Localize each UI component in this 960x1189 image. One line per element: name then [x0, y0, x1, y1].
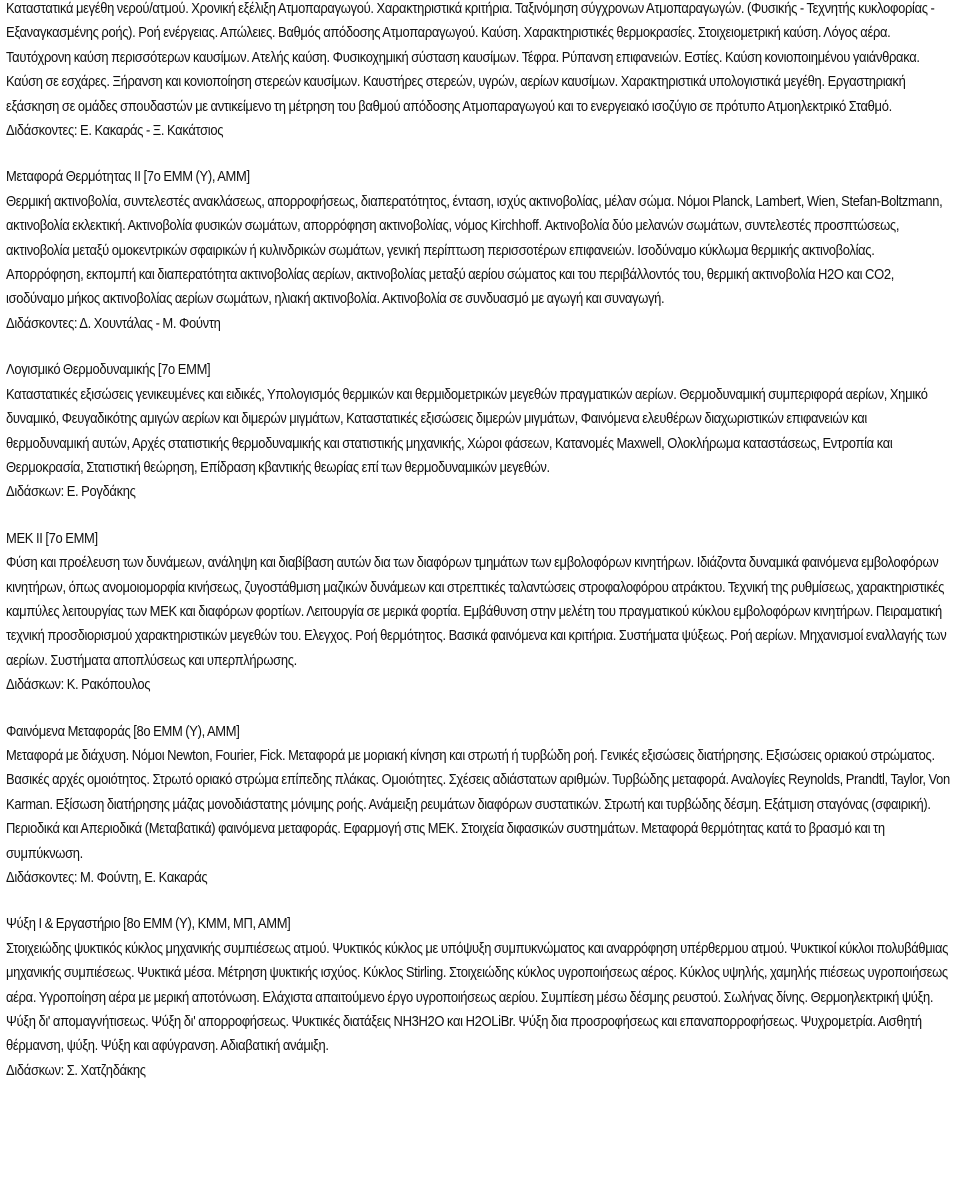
course-heat-transfer-ii — [6, 165, 951, 336]
course-description: Στοιχειώδης ψυκτικός κύκλος μηχανικής συμπιέσεως ατμού. Ψυκτικός κύκλος με υπόψυξη συμπυκνώματος και αναρρόφηση υπέρθερμου ατμού. Ψυκτικοί κύκλοι πολυβάθμιας μηχανικής συμπιέσεως. Ψυκτικά μέσα. Μέτρηση ψυκτικής ισχύος. Κύκλος Stirling. Στοιχειώδης κύκλος υγροποιήσεως αέρος. Κύκλος υψηλής, χαμηλής πιέσεως υγροποιήσεως αέρα. Υγροποίηση αέρα με μερική αποτόνωση. Ελάχιστα απαιτούμενο έργο υγροποιήσεως αερίου. Συμπίεση μέσω δέσμης ρευστού. Σωλήνας δίνης. Θερμοηλεκτρική ψύξη. Ψύξη δι' απομαγνήτισεως. Ψύξη δι' απορροφήσεως. Ψυκτικές διατάξεις ΝΗ3Η2Ο και Η2ΟLiBr. Ψύξη δια προσροφήσεως και επαναπορροφήσεως. Ψυχρομετρία. Αισθητή θέρμανση, ψύξη. Ψύξη και αφύγρανση. Αδιαβατική ανάμιξη. — [6, 940, 949, 1055]
course-mek-ii — [6, 527, 951, 698]
course-description: Θερμική ακτινοβολία, συντελεστές ανακλάσεως, απορροφήσεως, διαπερατότητος, ένταση, ισχύς ακτινοβολίας, μέλαν σώμα. Νόμοι Planck, Lambert, Wien, Stefan-Boltzmann, ακτινοβολία εκλεκτική. Ακτινοβολία φυσικών σωμάτων, απορρόφηση ακτινοβολίας, νόμος Kirchhoff. Ακτινοβολία δύο μελανών σωμάτων, συντελεστές προσπτώσεως, ακτινοβολία μεταξύ ομοκεντρικών σφαιρικών ή κυλινδρικών σωμάτων, γενική περίπτωση περισσοτέρων επιφανειών. Ισοδύναμο κύκλωμα θερμικής ακτινοβολίας. Απορρόφηση, εκπομπή και διαπερατότητα ακτινοβολίας αερίων, ακτινοβολίας μεταξύ αερίου σώματος και του περιβάλλοντός του, θερμική ακτινοβολία Η2Ο και CO2, ισοδύναμο μήκος ακτινοβολίας αερίων σωμάτων, ηλιακή ακτινοβολία. Ακτινοβολία σε συνδυασμό με αγωγή και συναγωγή. — [6, 193, 943, 308]
intro-section — [6, 0, 951, 143]
course-description: Μεταφορά με διάχυση. Νόμοι Newton, Fourier, Fick. Μεταφορά με μοριακή κίνηση και στρωτή ή τυρβώδη ροή. Γενικές εξισώσεις διατήρησης. Εξισώσεις οριακού στρώματος. Βασικές αρχές ομοιότητος. Στρωτό οριακό στρώμα επίπεδης πλάκας. Ομοιότητες. Σχέσεις αδιάστατων αριθμών. Τυρβώδης μεταφορά. Αναλογίες Reynolds, Prandtl, Taylor, Von Karman. Εξίσωση διατήρησης μάζας μονοδιάστατης μόνιμης ροής. Ανάμειξη ρευμάτων διαφόρων συστατικών. Στρωτή και τυρβώδης δέσμη. Εξάτμιση σταγόνας (σφαιρική). Περιοδικά και Απεριοδικά (Μεταβατικά) φαινόμενα μεταφοράς. Εφαρμογή στις ΜΕΚ. Στοιχεία διφασικών συστημάτων. Μεταφορά θερμότητας κατά το βρασμό και τη συμπύκνωση. — [6, 747, 950, 862]
course-lecturer: Διδάσκοντες: Μ. Φούντη, Ε. Κακαράς — [6, 870, 208, 886]
course-lecturer: Διδάσκων: Σ. Χατζηδάκης — [6, 1062, 146, 1079]
course-description: Καταστατικές εξισώσεις γενικευμένες και ειδικές, Υπολογισμός θερμικών και θερμιδομετρικών μεγεθών πραγματικών αερίων. Θερμοδυναμική συμπεριφορά αερίων, Χημικό δυναμικό, Φευγαδικότης αμιγών αερίων και διμερών μιγμάτων, Καταστατικές εξισώσεις διμερών μιγμάτων, Φαινόμενα ελευθέρων διαχωριστικών επιφανειών και θερμοδυναμική αυτών, Αρχές στατιστικής θερμοδυναμικής και στατιστικής μηχανικής, Χώροι φάσεων, Κατανομές Maxwell, Ολοκλήρωμα καταστάσεως, Εντροπία και Θερμοκρασία, Στατιστική θεώρηση, Επίδραση κβαντικής θεωρίας επί των θερμοδυναμικών μεγεθών. — [6, 386, 928, 476]
course-title: Ψύξη Ι & Εργαστήριο [8ο ΕΜΜ (Υ), ΚΜΜ, ΜΠ, ΑΜΜ] — [6, 916, 291, 933]
intro-lecturer: Διδάσκοντες: Ε. Κακαράς - Ξ. Κακάτσιος — [6, 123, 224, 140]
intro-description: Καταστατικά μεγέθη νερού/ατμού. Χρονική εξέλιξη Ατμοπαραγωγού. Χαρακτηριστικά κριτήρια. Ταξινόμηση σύγχρονων Ατμοπαραγωγών. (Φυσικής - Τεχνητής κυκλοφορίας - Εξαναγκασμένης ροής). Ροή ενέργειας. Απώλειες. Βαθμός απόδοσης Ατμοπαραγωγού. Καύση. Χαρακτηριστικές θερμοκρασίες. Στοιχειομετρική καύση. Λόγος αέρα. Ταυτόχρονη καύση περισσότερων καυσίμων. Ατελής καύση. Φυσικοχημική σύσταση καυσίμων. Τέφρα. Ρύπανση επιφανειών. Εστίες. Καύση κονιοποιημένου γαιάνθρακα. Καύση σε εσχάρες. Ξήρανση και κονιοποίηση στερεών καυσίμων. Καυστήρες στερεών, υγρών, αερίων καυσίμων. Χαρακτηριστικά υπολογιστικά μεγέθη. Εργαστηριακή εξάσκηση σε ομάδες σπουδαστών με αντικείμενο τη μέτρηση του βαθμού απόδοσης Ατμοπαραγωγού και το ενεργειακό ισοζύγιο σε πρότυπο Ατμοηλεκτρικό Σταθμό. — [6, 1, 935, 115]
course-transport-phenomena — [6, 720, 951, 891]
course-refrigeration-i — [6, 912, 951, 1083]
course-lecturer: Διδάσκων: Κ. Ρακόπουλος — [6, 677, 151, 694]
course-lecturer: Διδάσκοντες: Δ. Χουντάλας - Μ. Φούντη — [6, 315, 221, 332]
course-title: Μεταφορά Θερμότητας ΙΙ [7ο ΕΜΜ (Υ), ΑΜΜ] — [6, 169, 250, 186]
course-description: Φύση και προέλευση των δυνάμεων, ανάληψη και διαβίβαση αυτών δια των διαφόρων τμημάτων των εμβολοφόρων κινητήρων. Ιδιάζοντα δυναμικά φαινόμενα εμβολοφόρων κινητήρων, όπως ανομοιομορφία κινήσεως, ζυγοστάθμιση μαζικών δυνάμεων και στρεπτικές ταλαντώσεις στροφαλοφόρου ατράκτου. Τεχνική της ρυθμίσεως, χαρακτηριστικές καμπύλες λειτουργίας των ΜΕΚ και διαφόρων φορτίων. Λειτουργία σε μερικά φορτία. Εμβάθυνση στην μελέτη του πραγματικού κύκλου εμβολοφόρων κινητήρων. Πειραματική τεχνική προσδιορισμού χαρακτηριστικών μεγεθών του. Ελεγχος. Ροή θερμότητος. Βασικά φαινόμενα και κριτήρια. Συστήματα ψύξεως. Ροή αερίων. Μηχανισμοί εναλλαγής των αερίων. Συστήματα αποπλύσεως και υπερπλήρωσης. — [6, 555, 947, 669]
course-title: ΜΕΚ ΙΙ [7ο ΕΜΜ] — [6, 530, 98, 547]
course-title: Φαινόμενα Μεταφοράς [8ο ΕΜΜ (Υ), ΑΜΜ] — [6, 723, 240, 740]
course-title: Λογισμικό Θερμοδυναμικής [7ο ΕΜΜ] — [6, 362, 211, 379]
course-thermodynamics-software — [6, 358, 951, 504]
course-lecturer: Διδάσκων: Ε. Ρογδάκης — [6, 484, 136, 501]
